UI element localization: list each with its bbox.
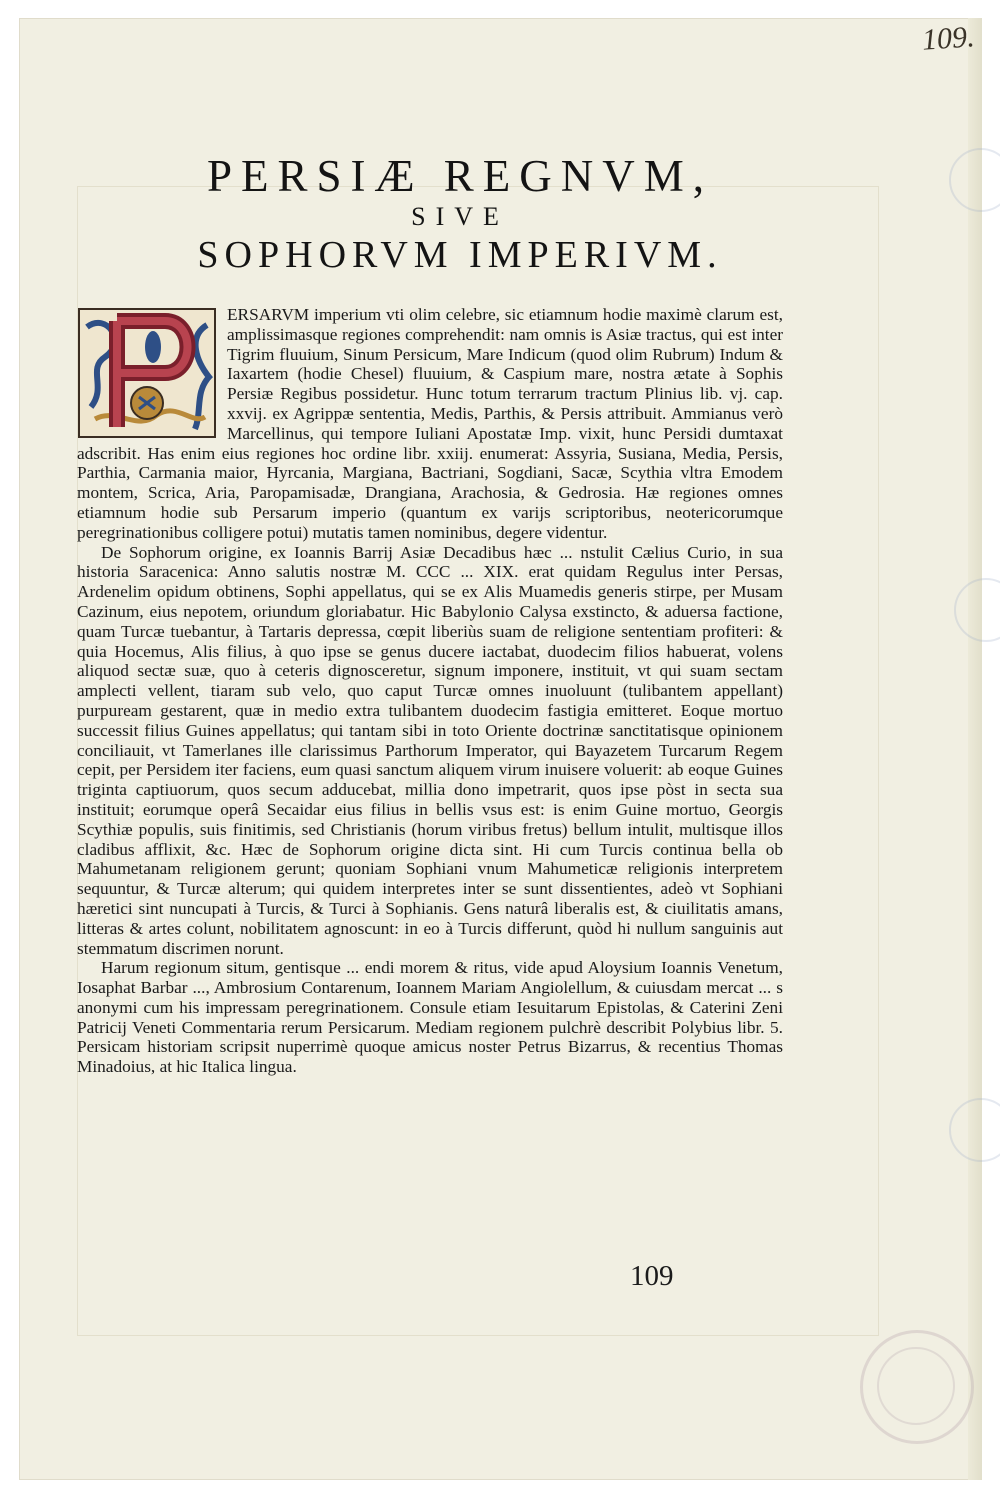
- decorated-initial-icon: [77, 307, 217, 439]
- title-line-3: SOPHORVM IMPERIVM.: [197, 234, 723, 276]
- paragraph-1-text: ERSARVM imperium vti olim celebre, sic etiamnum hodie maximè clarum est, amplissimasque regiones comprehendit: nam omnis is Asiæ tractus, qui est inter Tigrim fluuium, Sinum Persicum, Mare Indicum (quod olim Rubrum) Indum & Iaxartem (hodie Chesel) fluuium, & Caspium mare, nostra ætate à Sophis Persiæ Regibus possidetur. Hunc totum terrarum tractum Plinius lib. vj. cap. xxvij. ex Agrippæ sententia, Medis, Parthis, & Persis attribuit. Ammianus verò Marcellinus, qui tempore Iuliani Apostatæ Imp. vixit, hunc Persidi dumtaxat adscribit. Has enim eius regiones hoc ordine libr. xxiij. enumerat: Assyria, Susiana, Media, Persis, Parthia, Carmania maior, Hyrcania, Margiana, Bactriani, Sogdiani, Sacæ, Scythia vltra Emodem montem, Scrica, Aria, Paropamisadæ, Drangiana, Arachosia, & Gedrosia. Hæ regiones omnes etiamnum hodie sub Persarum imperio (quantum ex varijs scriptoribus, neotericorumque peregrinationibus colligere potui) mutatis tamen nominibus, degere videntur.: [77, 305, 783, 542]
- watermark-globe-icon: [954, 578, 1000, 642]
- handwritten-page-number: 109.: [920, 20, 976, 57]
- library-stamp-inner: [877, 1347, 955, 1425]
- watermark-globe-icon: [949, 1098, 1000, 1162]
- title-line-2: SIVE: [411, 202, 509, 231]
- folio-number: 109: [630, 1260, 674, 1292]
- paragraph-1: [77, 305, 783, 543]
- page-edge: [968, 18, 982, 1480]
- library-stamp-icon: [860, 1330, 974, 1444]
- paragraph-3: Harum regionum situm, gentisque ... endi morem & ritus, vide apud Aloysium Ioannis Venetum, Iosaphat Barbar ..., Ambrosium Contarenum, Ioannem Mariam Angiolellum, & cuiusdam mercat ... s anonymi cum his impressam peregrinationem. Consule etiam Iesuitarum Epistolas, & Caterini Zeni Patricij Veneti Commentaria rerum Persicarum. Mediam regionem pulchrè describit Polybius libr. 5. Persicam historiam scripsit nuperrimè quoque amicus noster Petrus Bizarrus, & recentius Thomas Minadoius, at hic Italica lingua.: [77, 958, 783, 1077]
- title-line-1: PERSIÆ REGNVM,: [206, 151, 714, 201]
- paragraph-2: De Sophorum origine, ex Ioannis Barrij Asiæ Decadibus hæc ... nstulit Cælius Curio, in sua historia Saracenica: Anno salutis nostræ M. CCC ... XIX. erat quidam Regulus inter Persas, Ardenelim opidum obtinens, Sophi appellatus, qui se ex Alis Muamedis generis stirpe, per Musam Cazinum, eius nepotem, oriundum gloriabatur. Hic Babylonio Calysa exstincto, & aduersa factione, quam Turcæ tuebantur, à Tartaris depressa, cœpit liberiùs suam de religione sententiam profiteri: & quia Hocemus, Alis filius, à quo ipse se genus ducere iactabat, duodecim filios habuerat, volens aliquod sectæ suæ, quo à ceteris dignosceretur, signum imponere, instituit, vt qui suam sectam amplecti vellent, tiaram sub velo, quo caput Turcæ omnes inuoluunt (tulibantem appellant) purpuream gestarent, quæ in medio extra tulibantem duodecim fastigia emitteret. Eoque mortuo successit filius Guines appellatus; qui tantam sibi in toto Oriente doctrinæ sanctitatisque opinionem conciliauit, vt Tamerlanes ille clarissimus Parthorum Imperator, qui Bayazetem Turcarum Regem cepit, per Persidem iter faciens, eum quasi sanctum aliquem virum inuisere voluerit: ab eoque Guines triginta captiuorum, quos secum adducebat, millia dono impetrarit, quos ipse pòst in secta sua instituit; eorumque operâ Secaidar eius filius in bellis vsus est: is enim Guine mortuo, Georgis Scythiæ populis, suis finitimis, sed Christianis (horum viribus fretus) bellum intulit, multisque illos cladibus afflixit, &c. Hæc de Sophorum origine dicta sint. Hi cum Turcis continua bella ob Mahumetanam religionem gerunt; quoniam Sophiani vnum Mahumeticæ religionis interpretem sequuntur, & Turcæ alterum; qui quidem interpretes inter se sunt dissentientes, adeò vt Sophiani hæretici sint nuncupati à Turcis, & Turci à Sophianis. Gens naturâ liberalis est, & ciuilitatis amans, litteras & artes colunt, nobilitatem agnoscunt: in eo à Turcis differunt, quòd hi nullum sanguinis aut stemmatum discrimen norunt.: [77, 542, 783, 958]
- page-title: [80, 150, 840, 278]
- body-text: [77, 305, 783, 1077]
- watermark-globe-icon: [949, 148, 1000, 212]
